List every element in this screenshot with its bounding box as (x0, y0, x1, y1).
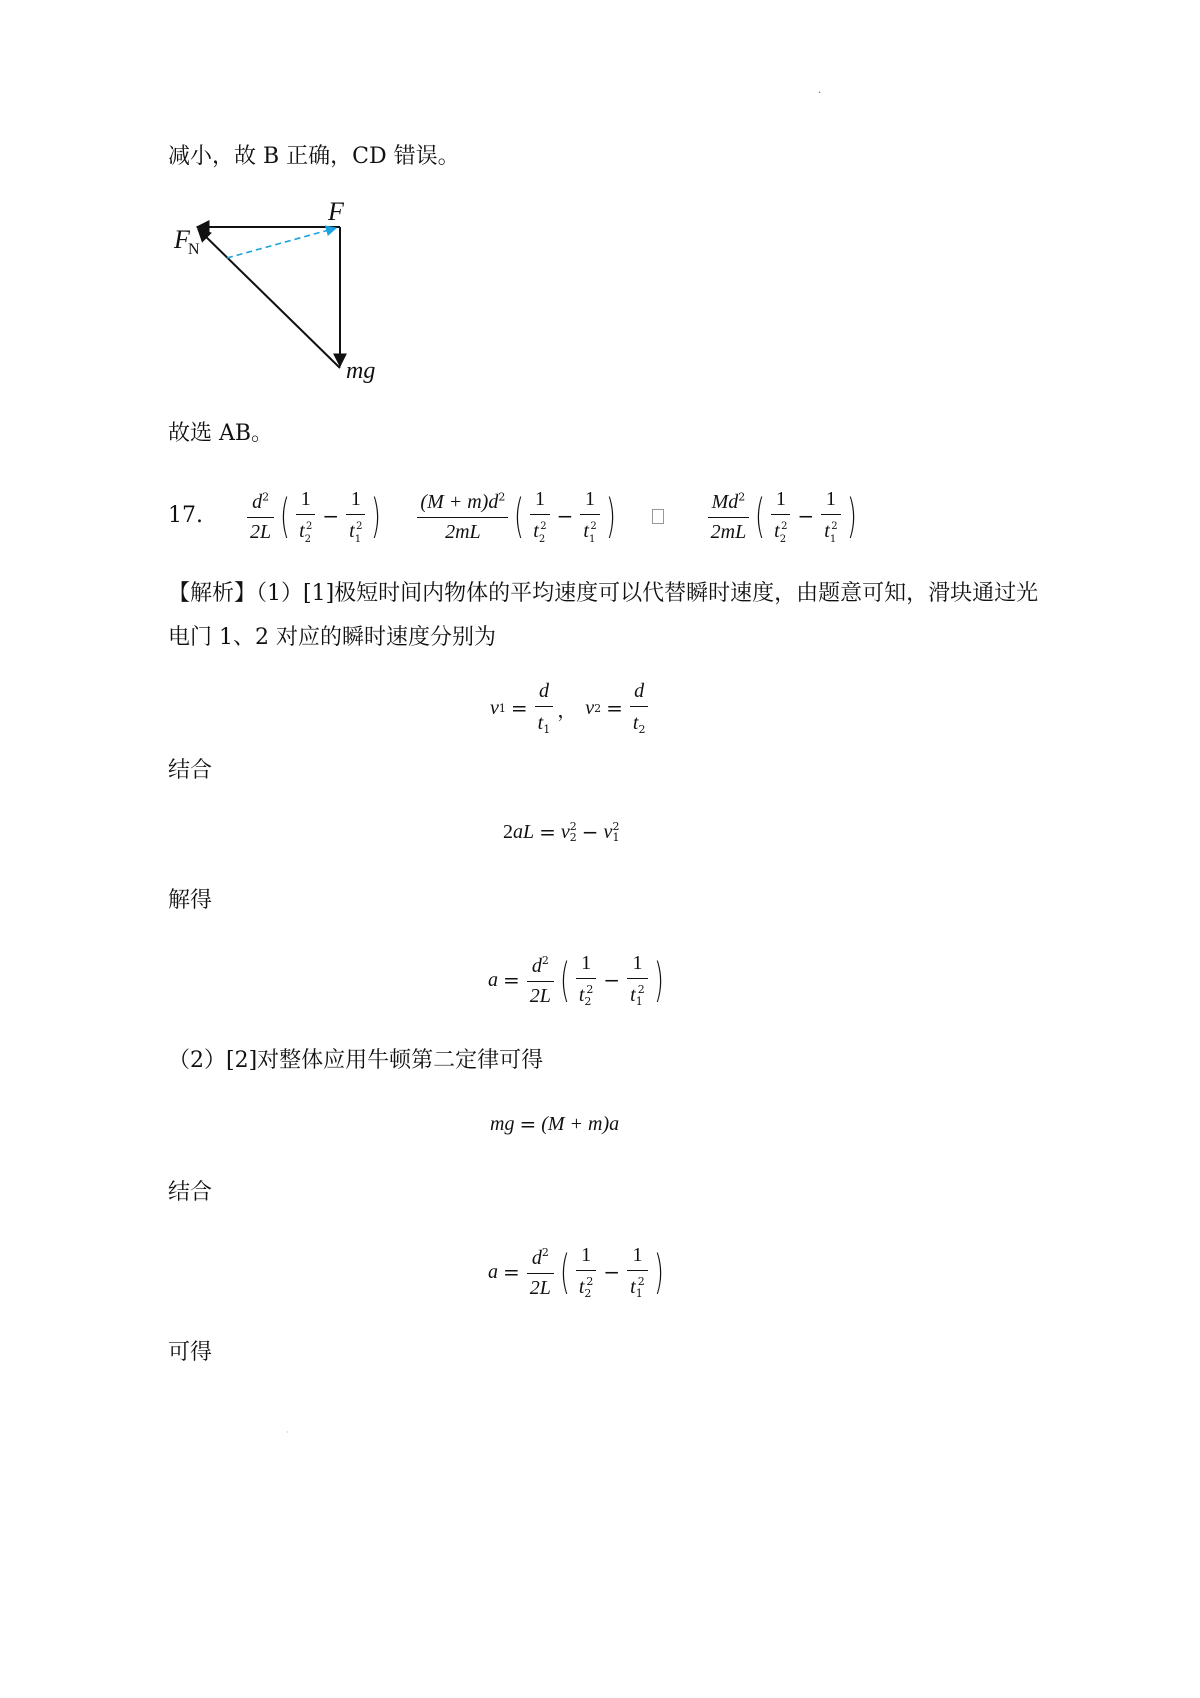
word-combine-2: 结合 (168, 1180, 213, 1205)
word-combine-1: 结合 (168, 758, 213, 783)
force-triangle-diagram (160, 192, 400, 392)
force-FN-arrow (198, 229, 340, 368)
equation-acceleration-1: a = $\frac{d^2}{2L}$ ( $\frac{1}{t_2^2}$ − $\frac{1}{t_1^2}$ ) (488, 952, 664, 1008)
label-FN: F (174, 225, 190, 254)
bottom-dot: · (286, 1428, 289, 1437)
analysis-line-2: 电门 1、2 对应的瞬时速度分别为 (168, 625, 496, 650)
analysis-label: 【解析】 (168, 581, 257, 606)
label-F: F (328, 197, 344, 226)
q17-answer-1: $\frac{d^2}{2L}$ ( $\frac{1}{t_2^2}$ − $\frac{1}{t_1^2}$ ) (245, 488, 385, 545)
q17-answer-2: $\frac{(M + m)d^2}{2mL}$ ( $\frac{1}{t_2^2}$ − $\frac{1}{t_1^2}$ ) (415, 488, 619, 545)
text-line-conclusion: 减小，故 B 正确，CD 错误。 (168, 144, 460, 169)
placeholder-glyph-box (652, 509, 664, 524)
force-F-dashed-arrow (227, 228, 336, 258)
analysis-line-1: 【解析】（1）[1]极短时间内物体的平均速度可以代替瞬时速度，由题意可知，滑块通过光 (168, 581, 1039, 606)
equation-acceleration-2: a = $\frac{d^2}{2L}$ ( $\frac{1}{t_2^2}$ − $\frac{1}{t_1^2}$ ) (488, 1244, 664, 1300)
q17-answer-3: $\frac{Md^2}{2mL}$ ( $\frac{1}{t_2^2}$ − $\frac{1}{t_1^2}$ ) (706, 488, 861, 545)
text-line-choice: 故选 AB。 (168, 421, 274, 446)
equation-newton: mg = (M + m) a (490, 1112, 620, 1136)
label-FN-sub: N (188, 241, 200, 258)
q17-number: 17. (168, 503, 203, 528)
section-2-line: （2）[2]对整体应用牛顿第二定律可得 (168, 1048, 544, 1073)
q17-answers (168, 486, 861, 546)
label-mg: mg (346, 358, 376, 384)
word-solve: 解得 (168, 888, 213, 913)
equation-kinematics: 2 a L = v 2 2 − v 2 1 (503, 820, 620, 844)
equation-velocities: v 1 = $\frac{d}{t_1}$ ， v 2 = $\frac{d}{t_2}$ (490, 680, 650, 736)
corner-dot: · (818, 88, 822, 99)
word-get: 可得 (168, 1340, 213, 1365)
